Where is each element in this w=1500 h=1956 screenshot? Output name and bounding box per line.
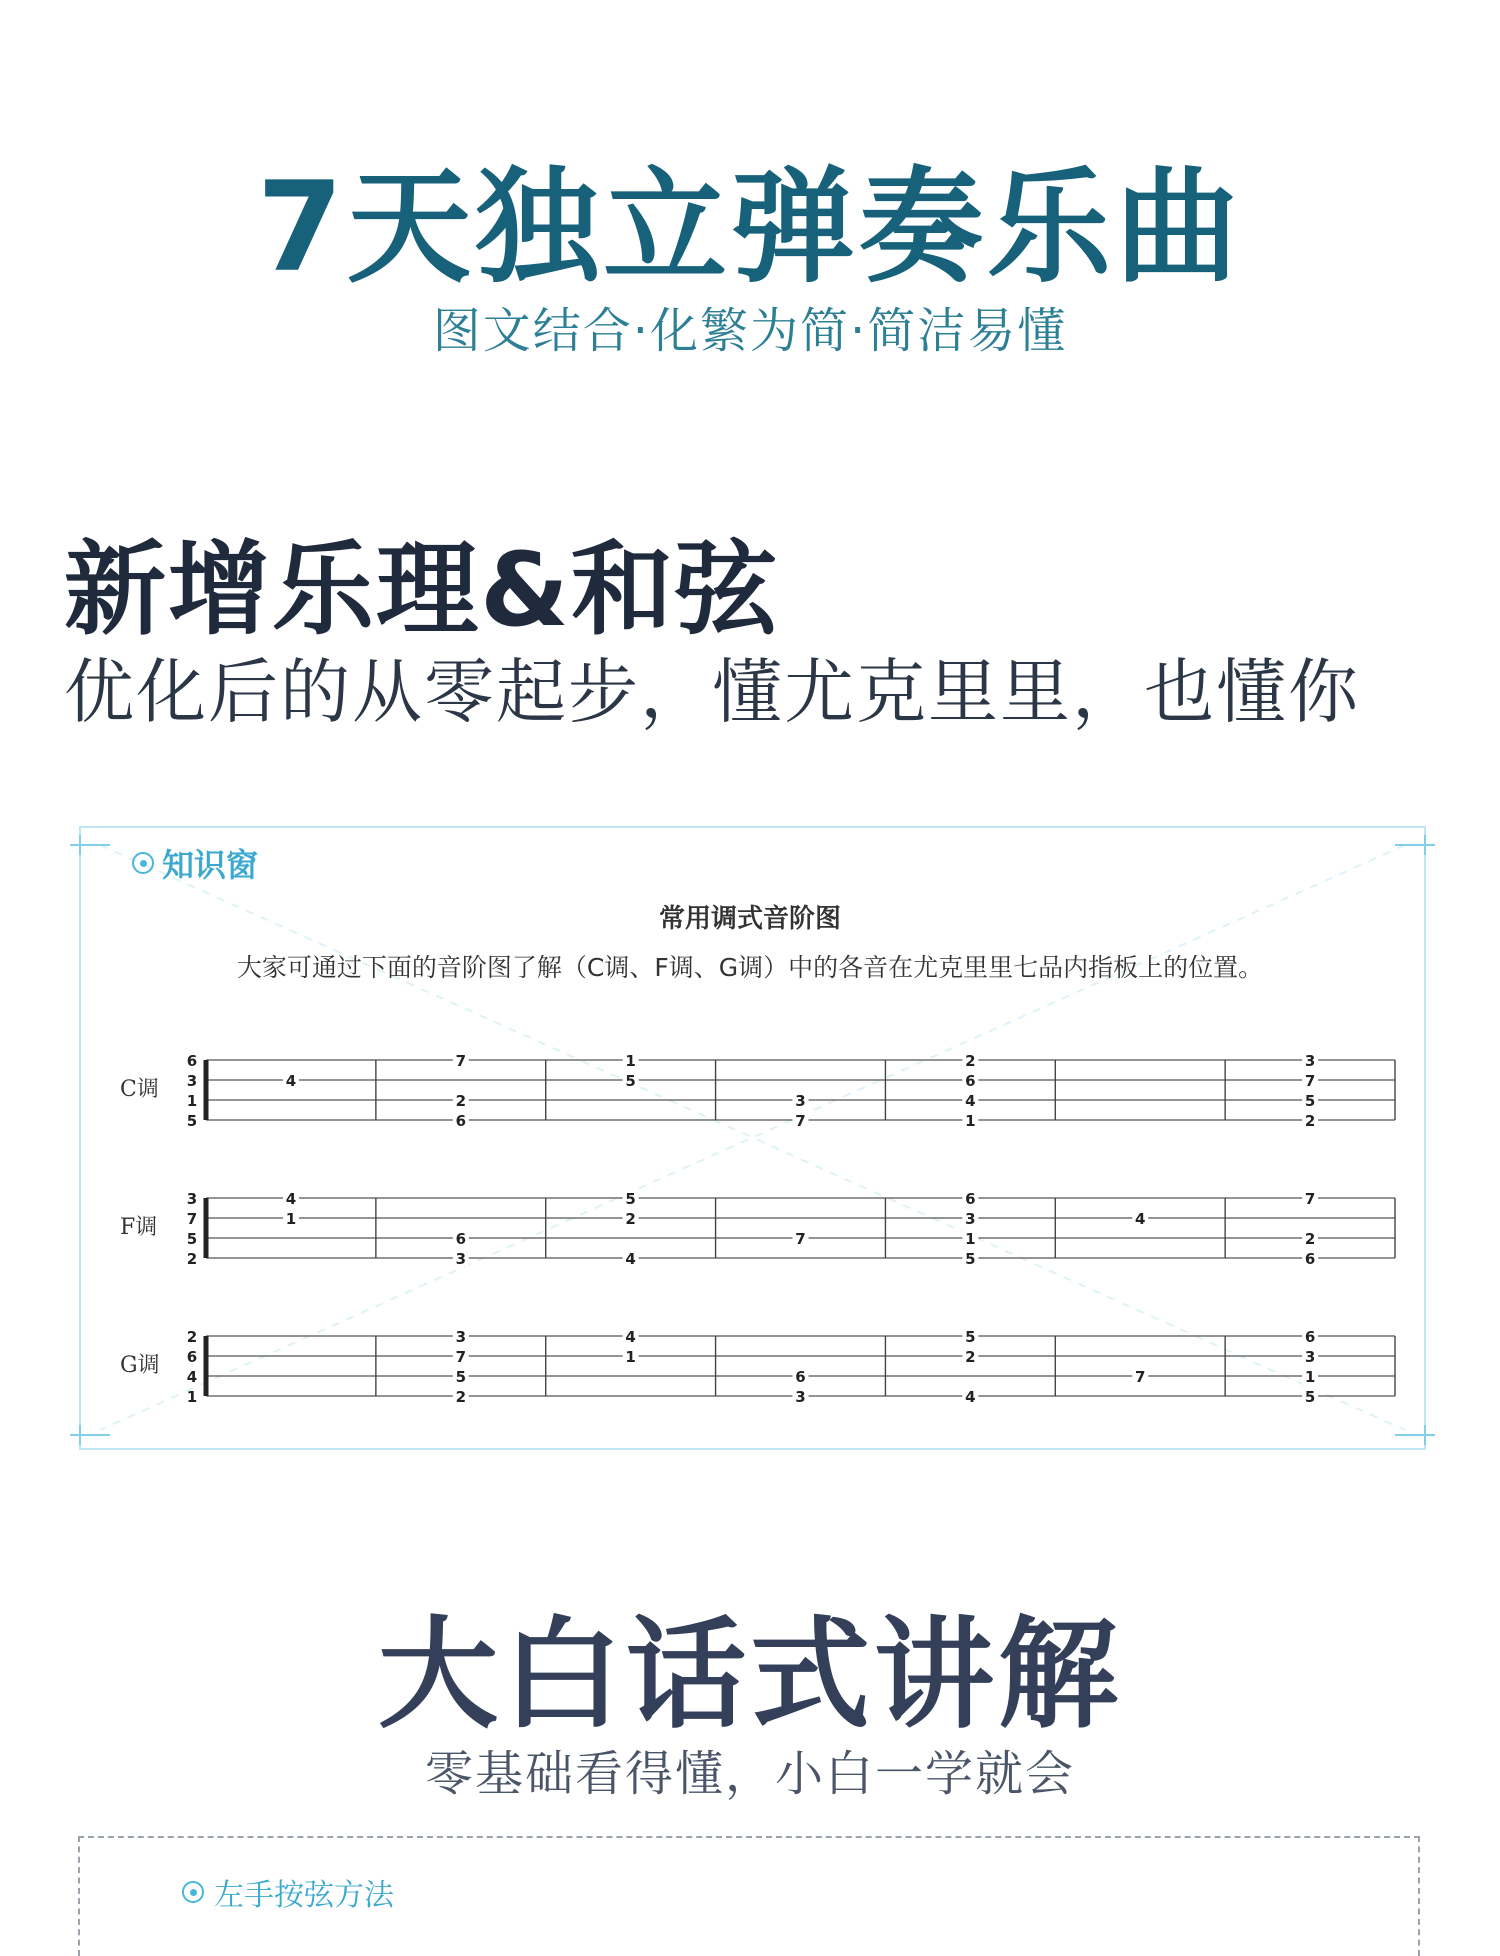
tab-note: 1 xyxy=(965,1230,976,1248)
tab-note: 4 xyxy=(625,1250,636,1268)
tab-note: 7 xyxy=(1304,1072,1316,1090)
target-icon xyxy=(182,1881,204,1903)
tab-note: 5 xyxy=(965,1250,976,1268)
tab-open-note: 6 xyxy=(186,1052,198,1070)
tab-key-label: G调 xyxy=(120,1353,160,1378)
tab-note: 3 xyxy=(1304,1052,1316,1070)
tab-note: 7 xyxy=(1304,1190,1316,1208)
knowledge-window-badge xyxy=(132,840,258,886)
scale-tab-0 xyxy=(120,1051,1395,1130)
section-subtitle-plain-talk: 零基础看得懂，小白一学就会 xyxy=(424,1746,1075,1802)
tab-open-note: 1 xyxy=(186,1388,198,1406)
tab-open-note: 3 xyxy=(186,1072,198,1090)
tab-note: 2 xyxy=(1304,1230,1316,1248)
left-hand-method-badge xyxy=(182,1870,394,1914)
knowledge-window-label: 知识窗 xyxy=(162,846,259,884)
scale-tab-2 xyxy=(120,1327,1395,1406)
tab-note: 1 xyxy=(965,1112,976,1130)
tab-open-note: 3 xyxy=(186,1190,198,1208)
tab-note: 4 xyxy=(285,1190,297,1208)
section-title-theory: 新增乐理&和弦 xyxy=(64,531,779,650)
tab-note: 5 xyxy=(1304,1092,1316,1110)
tab-note: 2 xyxy=(965,1348,976,1366)
hero-title: 7天独立弹奏乐曲 xyxy=(256,156,1244,300)
tab-note: 3 xyxy=(455,1250,467,1268)
scale-chart-title: 常用调式音阶图 xyxy=(658,904,841,934)
tab-key-label: C调 xyxy=(120,1077,159,1102)
tab-note: 7 xyxy=(795,1112,806,1130)
tab-open-note: 5 xyxy=(186,1230,198,1248)
tab-note: 6 xyxy=(795,1368,806,1386)
tab-note: 7 xyxy=(795,1230,806,1248)
section-subtitle-theory: 优化后的从零起步，懂尤克里里，也懂你 xyxy=(64,651,1360,733)
tab-note: 3 xyxy=(795,1388,806,1406)
tab-note: 4 xyxy=(625,1328,636,1346)
tab-open-note: 2 xyxy=(186,1328,198,1346)
tab-note: 6 xyxy=(455,1112,467,1130)
tab-note: 5 xyxy=(965,1328,976,1346)
tab-note: 6 xyxy=(1304,1250,1316,1268)
tab-open-note: 2 xyxy=(186,1250,198,1268)
tab-note: 5 xyxy=(625,1072,636,1090)
tab-note: 2 xyxy=(625,1210,636,1228)
tab-note: 1 xyxy=(1304,1368,1316,1386)
tab-note: 1 xyxy=(625,1052,636,1070)
tab-note: 5 xyxy=(625,1190,636,1208)
tab-note: 4 xyxy=(1134,1210,1146,1228)
section-title-plain-talk: 大白话式讲解 xyxy=(378,1606,1122,1745)
tab-note: 6 xyxy=(455,1230,467,1248)
tab-note: 3 xyxy=(455,1328,467,1346)
target-icon xyxy=(132,852,154,874)
tab-note: 3 xyxy=(965,1210,976,1228)
tab-note: 2 xyxy=(455,1092,467,1110)
tab-note: 6 xyxy=(965,1072,976,1090)
hero-subtitle: 图文结合·化繁为简·简洁易懂 xyxy=(432,303,1068,359)
tab-note: 4 xyxy=(285,1072,297,1090)
left-hand-method-label: 左手按弦方法 xyxy=(214,1878,394,1913)
tab-note: 5 xyxy=(1304,1388,1316,1406)
scale-tab-1 xyxy=(120,1189,1395,1268)
tab-open-note: 5 xyxy=(186,1112,198,1130)
scale-chart-description: 大家可通过下面的音阶图了解（C调、F调、G调）中的各音在尤克里里七品内指板上的位置。 xyxy=(236,953,1264,982)
tab-note: 3 xyxy=(1304,1348,1316,1366)
tab-note: 6 xyxy=(1304,1328,1316,1346)
tab-note: 7 xyxy=(455,1052,467,1070)
tab-note: 4 xyxy=(965,1092,976,1110)
tab-note: 6 xyxy=(965,1190,976,1208)
ukulele-scale-tabs xyxy=(0,1030,1500,1450)
tab-note: 2 xyxy=(455,1388,467,1406)
tab-note: 2 xyxy=(965,1052,976,1070)
tab-open-note: 7 xyxy=(186,1210,198,1228)
tab-note: 3 xyxy=(795,1092,806,1110)
tab-key-label: F调 xyxy=(120,1215,158,1240)
tab-note: 4 xyxy=(965,1388,976,1406)
tab-note: 1 xyxy=(285,1210,297,1228)
tab-open-note: 4 xyxy=(186,1368,198,1386)
tab-note: 5 xyxy=(455,1368,467,1386)
tab-open-note: 6 xyxy=(186,1348,198,1366)
tab-open-note: 1 xyxy=(186,1092,198,1110)
tab-note: 1 xyxy=(625,1348,636,1366)
tab-note: 7 xyxy=(455,1348,467,1366)
tab-note: 7 xyxy=(1134,1368,1146,1386)
tab-note: 2 xyxy=(1304,1112,1316,1130)
